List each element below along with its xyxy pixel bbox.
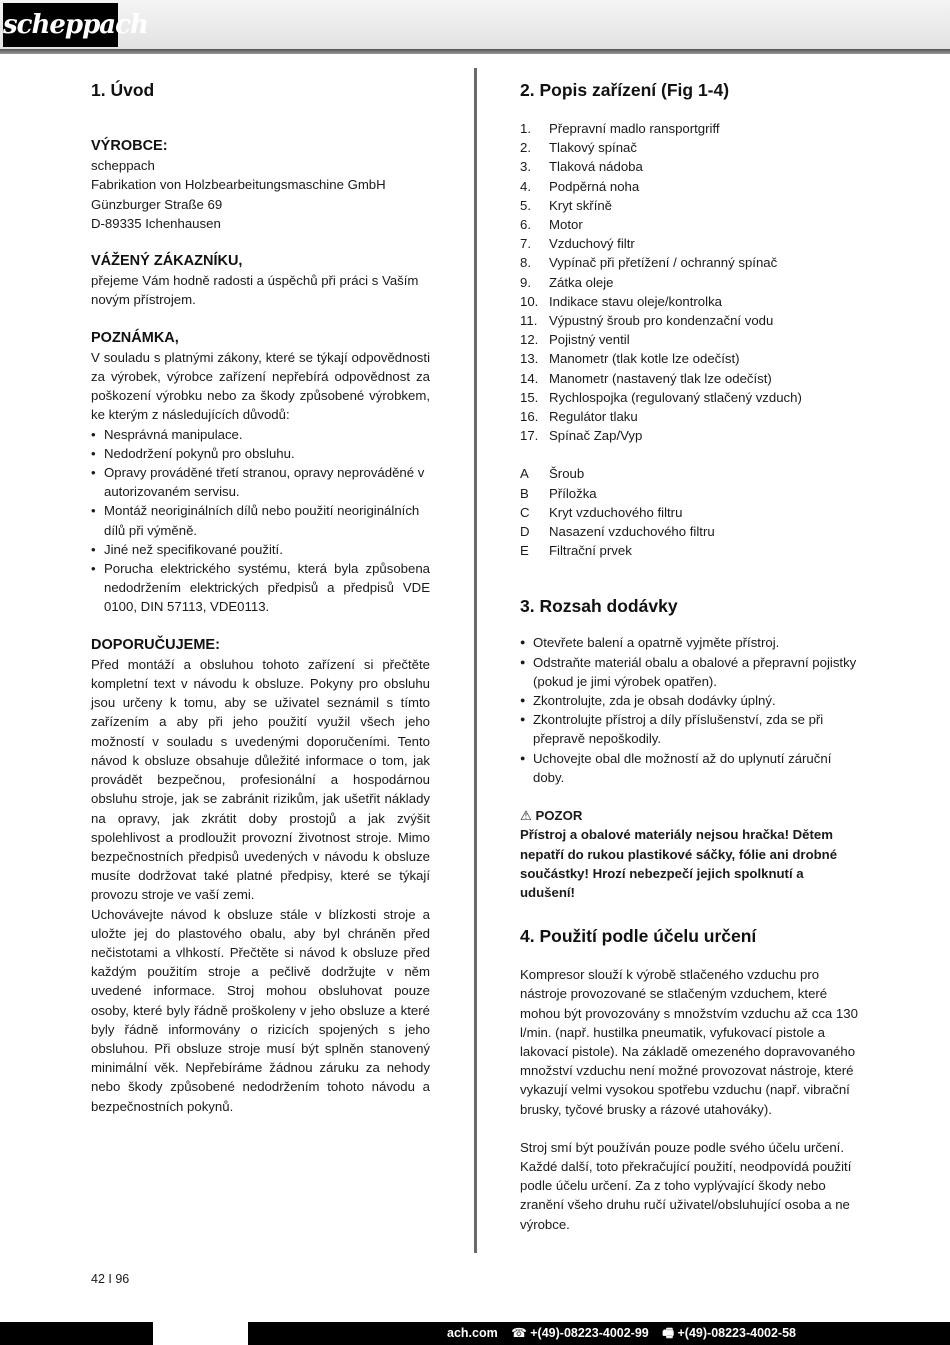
item-text: Spínač Zap/Vyp <box>549 428 643 444</box>
list-item <box>520 273 860 292</box>
item-number: A <box>520 466 529 482</box>
item-text: Podpěrná noha <box>549 178 640 194</box>
item-number: 3. <box>520 159 531 175</box>
item-text: Rychlospojka (regulovaný stlačený vzduch) <box>549 389 802 405</box>
list-item: ● Uchovejte obal dle možností až do uplynutí záruční doby. <box>520 749 860 787</box>
item-text: Vypínač při přetížení / ochranný spínač <box>549 255 778 271</box>
item-number: 10. <box>520 293 539 309</box>
warning-text: Přístroj a obalové materiály nejsou hračka! Dětem nepatří do rukou plastikové sáčky, fólie ani drobné součástky! Hrozí nebezpečí jejich spolknutí a udušení! <box>520 827 838 900</box>
section-title-intended-use: 4. Použití podle účelu určení <box>520 926 757 947</box>
intended-use-paragraph: Kompresor slouží k výrobě stlačeného vzduchu pro nástroje provozované se stlačeným vzduchem, které mohou být provozovány s množstvím vzduchu až cca 130 l/min. (např. hustilka pneumatik, vyfukovací pistole a lakovací pistole). Na základě omezeného dopravovaného množství vzduchu není možné provozovat nástroje, které vykazují velmi vysokou spotřebu vzduchu (např. vibrační brusky, tyčové brusky a rázové utahováky). <box>520 967 858 1117</box>
manufacturer-address <box>91 156 430 233</box>
item-number: 5. <box>520 197 531 213</box>
manufacturer-heading: VÝROBCE: <box>91 138 168 154</box>
list-item: • Nedodržení pokynů pro obsluhu. <box>91 444 430 463</box>
customer-text: přejeme Vám hodně radosti a úspěchů při práci s Vaším novým přístrojem. <box>91 273 419 308</box>
item-text: Výpustný šroub pro kondenzační vodu <box>549 313 774 329</box>
list-item: • Nesprávná manipulace. <box>91 425 430 444</box>
item-number: 14. <box>520 370 539 386</box>
manufacturer-line: D-89335 Ichenhausen <box>91 215 221 231</box>
section-title-description: 2. Popis zařízení (Fig 1-4) <box>520 80 730 100</box>
item-text: Tlakový spínač <box>549 140 637 156</box>
list-item <box>520 388 860 407</box>
item-number: D <box>520 524 530 540</box>
list-item <box>520 484 860 503</box>
list-item <box>520 311 860 330</box>
list-item <box>520 196 860 215</box>
list-item <box>520 541 860 560</box>
item-number: E <box>520 543 529 559</box>
right-column <box>520 78 860 1234</box>
page-number: 42 I 96 <box>91 1272 130 1286</box>
list-item <box>520 138 860 157</box>
item-number: 15. <box>520 389 539 405</box>
note-heading: POZNÁMKA, <box>91 329 179 346</box>
scheppach-logo: scheppach <box>3 3 118 47</box>
delivery-list <box>520 633 860 787</box>
item-text: Motor <box>549 217 583 233</box>
recommend-paragraph: Uchovávejte návod k obsluze stále v blízkosti stroje a uložte jej do plastového obalu, aby byl chráněn před nečistotami a vlhkostí. Přečtěte si návod k obsluze před každým použitím stroje a pečlivě dodržujte v něm uvedené informace. Stroj mohou obsluhovat pouze osoby, které byly řádně proškoleny v jeho obsluze a které byly řádně informovány o rizicích spojených s jeho obsluhou. Při obsluze stroje musí být splněn stanovený minimální věk. Nepřebíráme žádnou záruku za nehody nebo škody způsobené nedodržením tohoto návodu a bezpečnostních pokynů. <box>91 906 430 1114</box>
item-number: 6. <box>520 217 531 233</box>
warning-icon: ⚠ <box>520 808 532 824</box>
item-text: Tlaková nádoba <box>549 159 643 175</box>
list-item <box>520 177 860 196</box>
list-item <box>520 464 860 483</box>
item-number: 17. <box>520 428 539 444</box>
list-item: ● Zkontrolujte přístroj a díly příslušenství, zda se při přepravě nepoškodily. <box>520 710 860 748</box>
item-text: Manometr (tlak kotle lze odečíst) <box>549 351 740 367</box>
list-item <box>520 426 860 445</box>
list-item: • Porucha elektrického systému, která byla způsobena nedodržením elektrických předpisů a předpisů VDE 0100, DIN 57113, VDE0113. <box>91 559 430 617</box>
footer-block <box>153 1322 248 1345</box>
item-text: Zátka oleje <box>549 274 614 290</box>
item-number: 12. <box>520 332 539 348</box>
item-text: Pojistný ventil <box>549 332 630 348</box>
list-item <box>520 407 860 426</box>
intended-use-paragraph: Stroj smí být používán pouze podle svého účelu určení. Každé další, toto překračující použití, neodpovídá použití podle účelu určení. Za z toho vyplývající škody nebo zranění všeho druhu ručí uživatel/obsluhující osoba a ne výrobce. <box>520 1139 852 1232</box>
manufacturer-line: scheppach <box>91 158 155 174</box>
list-item <box>520 349 860 368</box>
recommend-paragraph: Před montáží a obsluhou tohoto zařízení si přečtěte kompletní text v návodu k obsluze. Pokyny pro obsluhu jsou určeny k tomu, aby se uživatel seznámil s tímto zařízením a aby při jeho použití využil všech jeho možností v souladu s uvedenými doporučeními. Tento návod k obsluze obsahuje důležité informace o tom, jak provádět bezpečnou, profesionální a hospodárnou obsluhu stroje, jak se zabránit rizikům, jak ušetřit náklady na opravy, jak zkrátit doby prostojů a jak zvýšit spolehlivost a prodloužit provozní životnost stroje. Mimo bezpečnostních předpisů uvedených v návodu k obsluze musíte dodržovat také platné předpisy, které se týkají provozu stroje ve vaší zemi. <box>91 656 430 903</box>
item-text: Manometr (nastavený tlak lze odečíst) <box>549 370 772 386</box>
manufacturer-line: Günzburger Straße 69 <box>91 196 223 212</box>
item-number: 9. <box>520 274 531 290</box>
item-number: 16. <box>520 409 539 425</box>
item-number: C <box>520 504 530 520</box>
fax-number: 🖷 +(49)-08223-4002-58 <box>662 1326 796 1340</box>
item-text: Filtrační prvek <box>549 543 632 559</box>
item-number: B <box>520 485 529 501</box>
footer-bar <box>0 1322 950 1345</box>
item-number: 4. <box>520 178 531 194</box>
item-text: Regulátor tlaku <box>549 409 638 425</box>
item-number: 8. <box>520 255 531 271</box>
item-number: 13. <box>520 351 539 367</box>
left-column <box>91 78 430 1116</box>
phone-number: ☎ +(49)-08223-4002-99 <box>511 1326 649 1340</box>
list-item <box>520 330 860 349</box>
header-divider <box>0 49 950 54</box>
list-item <box>520 119 860 138</box>
list-item: ● Otevřete balení a opatrně vyjměte přístroj. <box>520 633 860 652</box>
letters-list <box>520 464 860 560</box>
note-bullet-list <box>91 425 430 617</box>
list-item <box>520 522 860 541</box>
manufacturer-line: Fabrikation von Holzbearbeitungsmaschine GmbH <box>91 177 386 193</box>
recommend-heading: DOPORUČUJEME: <box>91 636 220 653</box>
list-item <box>520 292 860 311</box>
item-text: Přepravní madlo ransportgriff <box>549 121 720 136</box>
item-number: 11. <box>520 313 538 329</box>
item-text: Indikace stavu oleje/kontrolka <box>549 293 723 309</box>
column-divider <box>474 68 477 1253</box>
customer-heading: VÁŽENÝ ZÁKAZNÍKU, <box>91 253 243 270</box>
website-link[interactable]: ach.com <box>447 1326 498 1340</box>
parts-list <box>520 119 860 445</box>
list-item: • Opravy prováděné třetí stranou, opravy neprováděné v autorizovaném servisu. <box>91 463 430 501</box>
list-item <box>520 215 860 234</box>
footer-contact <box>437 1322 796 1345</box>
list-item <box>520 369 860 388</box>
item-text: Příložka <box>549 485 597 501</box>
section-title-delivery: 3. Rozsah dodávky <box>520 596 678 617</box>
list-item <box>520 157 860 176</box>
item-text: Nasazení vzduchového filtru <box>549 524 715 540</box>
warning-title <box>520 806 860 825</box>
note-text: V souladu s platnými zákony, které se týkají odpovědnosti za výrobek, výrobce zařízení nepřebírá odpovědnost za poškození výrobku nebo za škody způsobené výrobkem, ke kterým z následujících důvodů: <box>91 349 430 423</box>
item-text: Vzduchový filtr <box>549 236 635 252</box>
section-title-intro: 1. Úvod <box>91 80 155 100</box>
item-number: 7. <box>520 236 531 252</box>
list-item <box>520 234 860 253</box>
list-item: ● Zkontrolujte, zda je obsah dodávky úplný. <box>520 691 860 710</box>
item-text: Kryt vzduchového filtru <box>549 504 683 520</box>
item-text: Kryt skříně <box>549 197 613 213</box>
warning-label: POZOR <box>535 808 583 824</box>
list-item: • Jiné než specifikované použití. <box>91 540 430 559</box>
item-number: 1. <box>520 121 531 136</box>
list-item <box>520 503 860 522</box>
item-text: Šroub <box>549 466 585 482</box>
list-item: ● Odstraňte materiál obalu a obalové a přepravní pojistky (pokud je jimi výrobek opatřen). <box>520 653 860 691</box>
list-item: • Montáž neoriginálních dílů nebo použití neoriginálních dílů při výměně. <box>91 501 430 539</box>
list-item <box>520 253 860 272</box>
item-number: 2. <box>520 140 531 156</box>
